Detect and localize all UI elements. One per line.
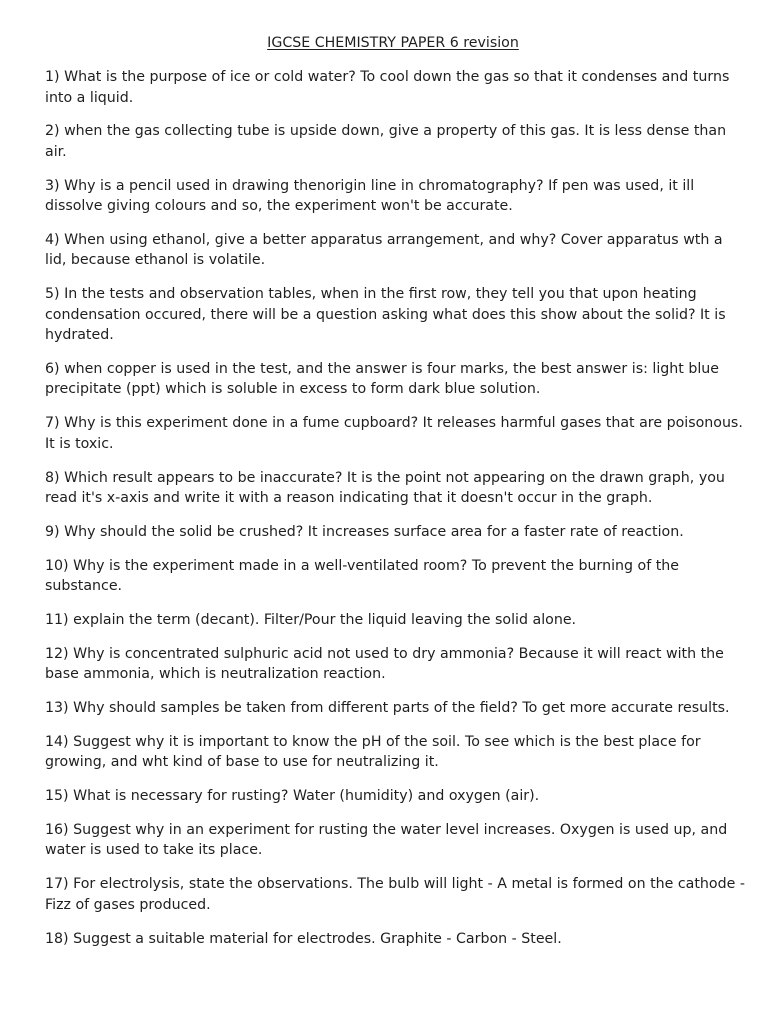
- revision-item-1: 1) What is the purpose of ice or cold water? To cool down the gas so that it condenses and turns into a liquid.: [45, 69, 730, 106]
- revision-item-18: 18) Suggest a suitable material for electrodes. Graphite - Carbon - Steel.: [45, 930, 562, 947]
- revision-item-7: 7) Why is this experiment done in a fume cupboard? It releases harmful gases that are poisonous. It is toxic.: [45, 415, 743, 452]
- revision-item-11: 11) explain the term (decant). Filter/Pour the liquid leaving the solid alone.: [45, 611, 577, 628]
- revision-item-13: 13) Why should samples be taken from different parts of the field? To get more accurate results.: [45, 700, 730, 717]
- revision-item-17: 17) For electrolysis, state the observations. The bulb will light - A metal is formed on the cathode - Fizz of gases produced.: [45, 876, 745, 913]
- revision-item-8: 8) Which result appears to be inaccurate? It is the point not appearing on the drawn graph, you read it's x-axis and write it with a reason indicating that it doesn't occur in the graph.: [45, 469, 725, 507]
- revision-item-9: 9) Why should the solid be crushed? It increases surface area for a faster rate of reaction.: [45, 523, 684, 540]
- revision-item-14: 14) Suggest why it is important to know the pH of the soil. To see which is the best place for growing, and wht kind of base to use for neutralizing it.: [45, 733, 701, 771]
- revision-item-16: 16) Suggest why in an experiment for rusting the water level increases. Oxygen is used up, and water is used to take its place.: [45, 821, 728, 859]
- revision-item-15: 15) What is necessary for rusting? Water (humidity) and oxygen (air).: [45, 788, 540, 805]
- revision-item-6: 6) when copper is used in the test, and the answer is four marks, the best answer is: light blue precipitate (ppt) which is soluble in excess to form dark blue solution.: [45, 360, 719, 398]
- revision-item-5: 5) In the tests and observation tables, when in the first row, they tell you that upon heating condensation occured, there will be a question asking what does this show about the solid? It is hydrated.: [45, 286, 726, 344]
- revision-item-3: 3) Why is a pencil used in drawing thenorigin line in chromatography? If pen was used, it ill dissolve giving colours and so, the experiment won't be accurate.: [45, 177, 695, 215]
- document-title: IGCSE CHEMISTRY PAPER 6 revision: [267, 35, 519, 51]
- revision-item-10: 10) Why is the experiment made in a well-ventilated room? To prevent the burning of the substance.: [45, 557, 679, 595]
- revision-item-12: 12) Why is concentrated sulphuric acid not used to dry ammonia? Because it will react with the base ammonia, which is neutralization reaction.: [45, 645, 724, 683]
- revision-item-4: 4) When using ethanol, give a better apparatus arrangement, and why? Cover apparatus wth a lid, because ethanol is volatile.: [45, 231, 723, 269]
- revision-list: [45, 67, 745, 962]
- revision-item-2: 2) when the gas collecting tube is upside down, give a property of this gas. It is less dense than air.: [45, 123, 727, 160]
